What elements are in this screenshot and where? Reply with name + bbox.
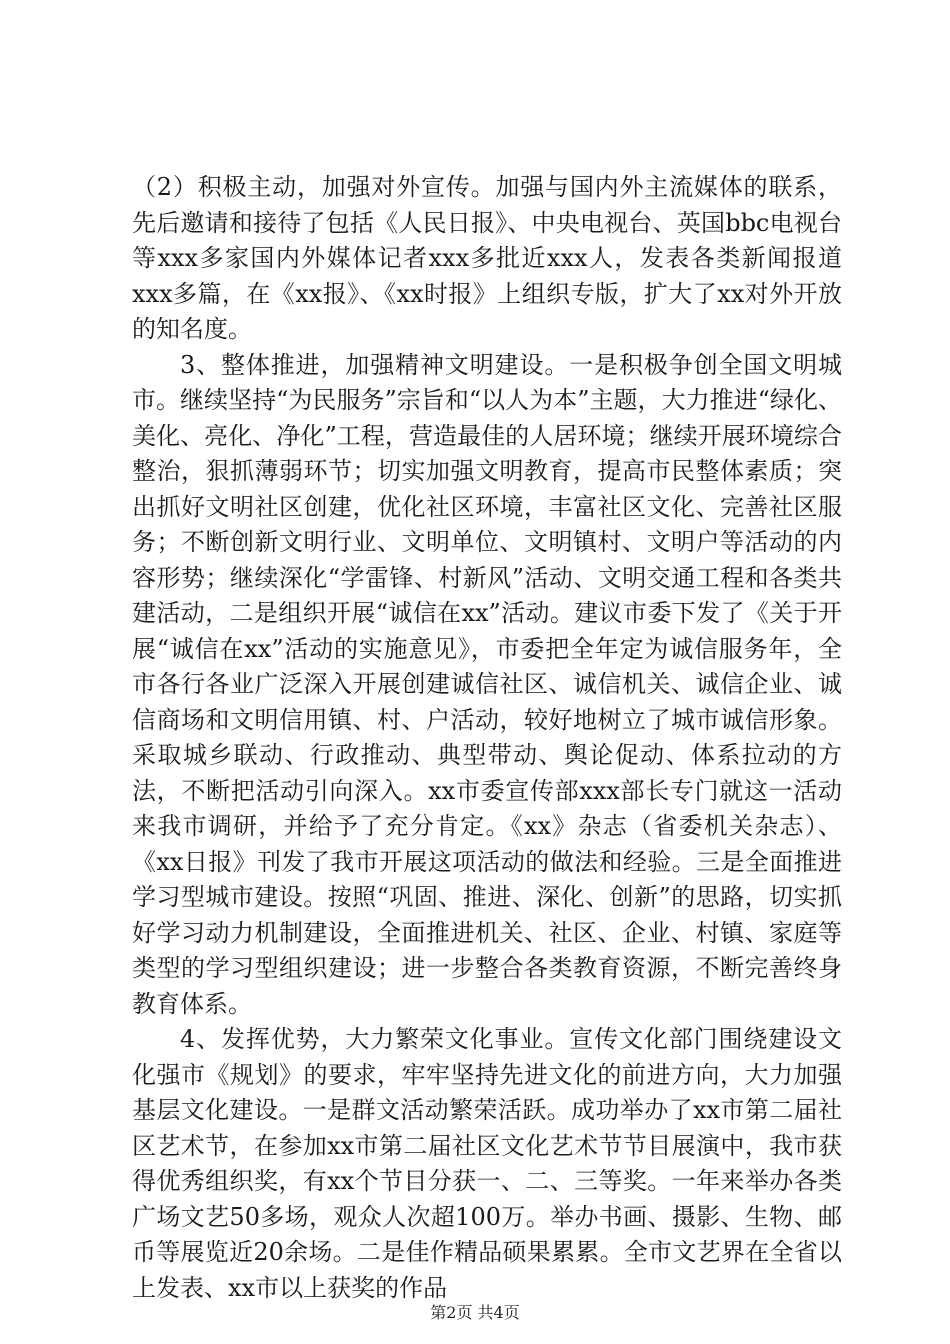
- paragraph-spiritual-civilization: 3、整体推进，加强精神文明建设。一是积极争创全国文明城市。继续坚持“为民服务”宗旨和“以人为本”主题，大力推进“绿化、美化、亮化、净化”工程，营造最佳的人居环境；继续开展环境综合整治，狠抓薄弱环节；切实加强文明教育，提高市民整体素质；突出抓好文明社区创建，优化社区环境，丰富社区文化、完善社区服务；不断创新文明行业、文明单位、文明镇村、文明户等活动的内容形势；继续深化“学雷锋、村新风”活动、文明交通工程和各类共建活动，二是组织开展“诚信在xx”活动。建议市委下发了《关于开展“诚信在xx”活动的实施意见》，市委把全年定为诚信服务年，全市各行各业广泛深入开展创建诚信社区、诚信机关、诚信企业、诚信商场和文明信用镇、村、户活动，较好地树立了城市诚信形象。采取城乡联动、行政推动、典型带动、舆论促动、体系拉动的方法，不断把活动引向深入。xx市委宣传部xxx部长专门就这一活动来我市调研，并给予了充分肯定。《xx》杂志（省委机关杂志）、《xx日报》刊发了我市开展这项活动的做法和经验。三是全面推进学习型城市建设。按照“巩固、推进、深化、创新”的思路，切实抓好学习动力机制建设，全面推进机关、社区、企业、村镇、家庭等类型的学习型组织建设；进一步整合各类教育资源，不断完善终身教育体系。: [132, 350, 842, 1018]
- page-number-footer: 第2页 共4页: [430, 1303, 520, 1322]
- paragraph-external-publicity: （2）积极主动，加强对外宣传。加强与国内外主流媒体的联系，先后邀请和接待了包括《人民日报》、中央电视台、英国bbc电视台等xxx多家国内外媒体记者xxx多批近xxx人，发表各类新闻报道xxx多篇，在《xx报》、《xx时报》上组织专版，扩大了xx对外开放的知名度。: [132, 173, 842, 343]
- paragraph-cultural-undertakings: 4、发挥优势，大力繁荣文化事业。宣传文化部门围绕建设文化强市《规划》的要求，牢牢坚持先进文化的前进方向，大力加强基层文化建设。一是群文活动繁荣活跃。成功举办了xx市第二届社区艺术节，在参加xx市第二届社区文化艺术节节目展演中，我市获得优秀组织奖，有xx个节目分获一、二、三等奖。一年来举办各类广场文艺50多场，观众人次超100万。举办书画、摄影、生物、邮币等展览近20余场。二是佳作精品硕果累累。全市文艺界在全省以上发表、xx市以上获奖的作品: [132, 1025, 842, 1302]
- document-body: [132, 170, 842, 1306]
